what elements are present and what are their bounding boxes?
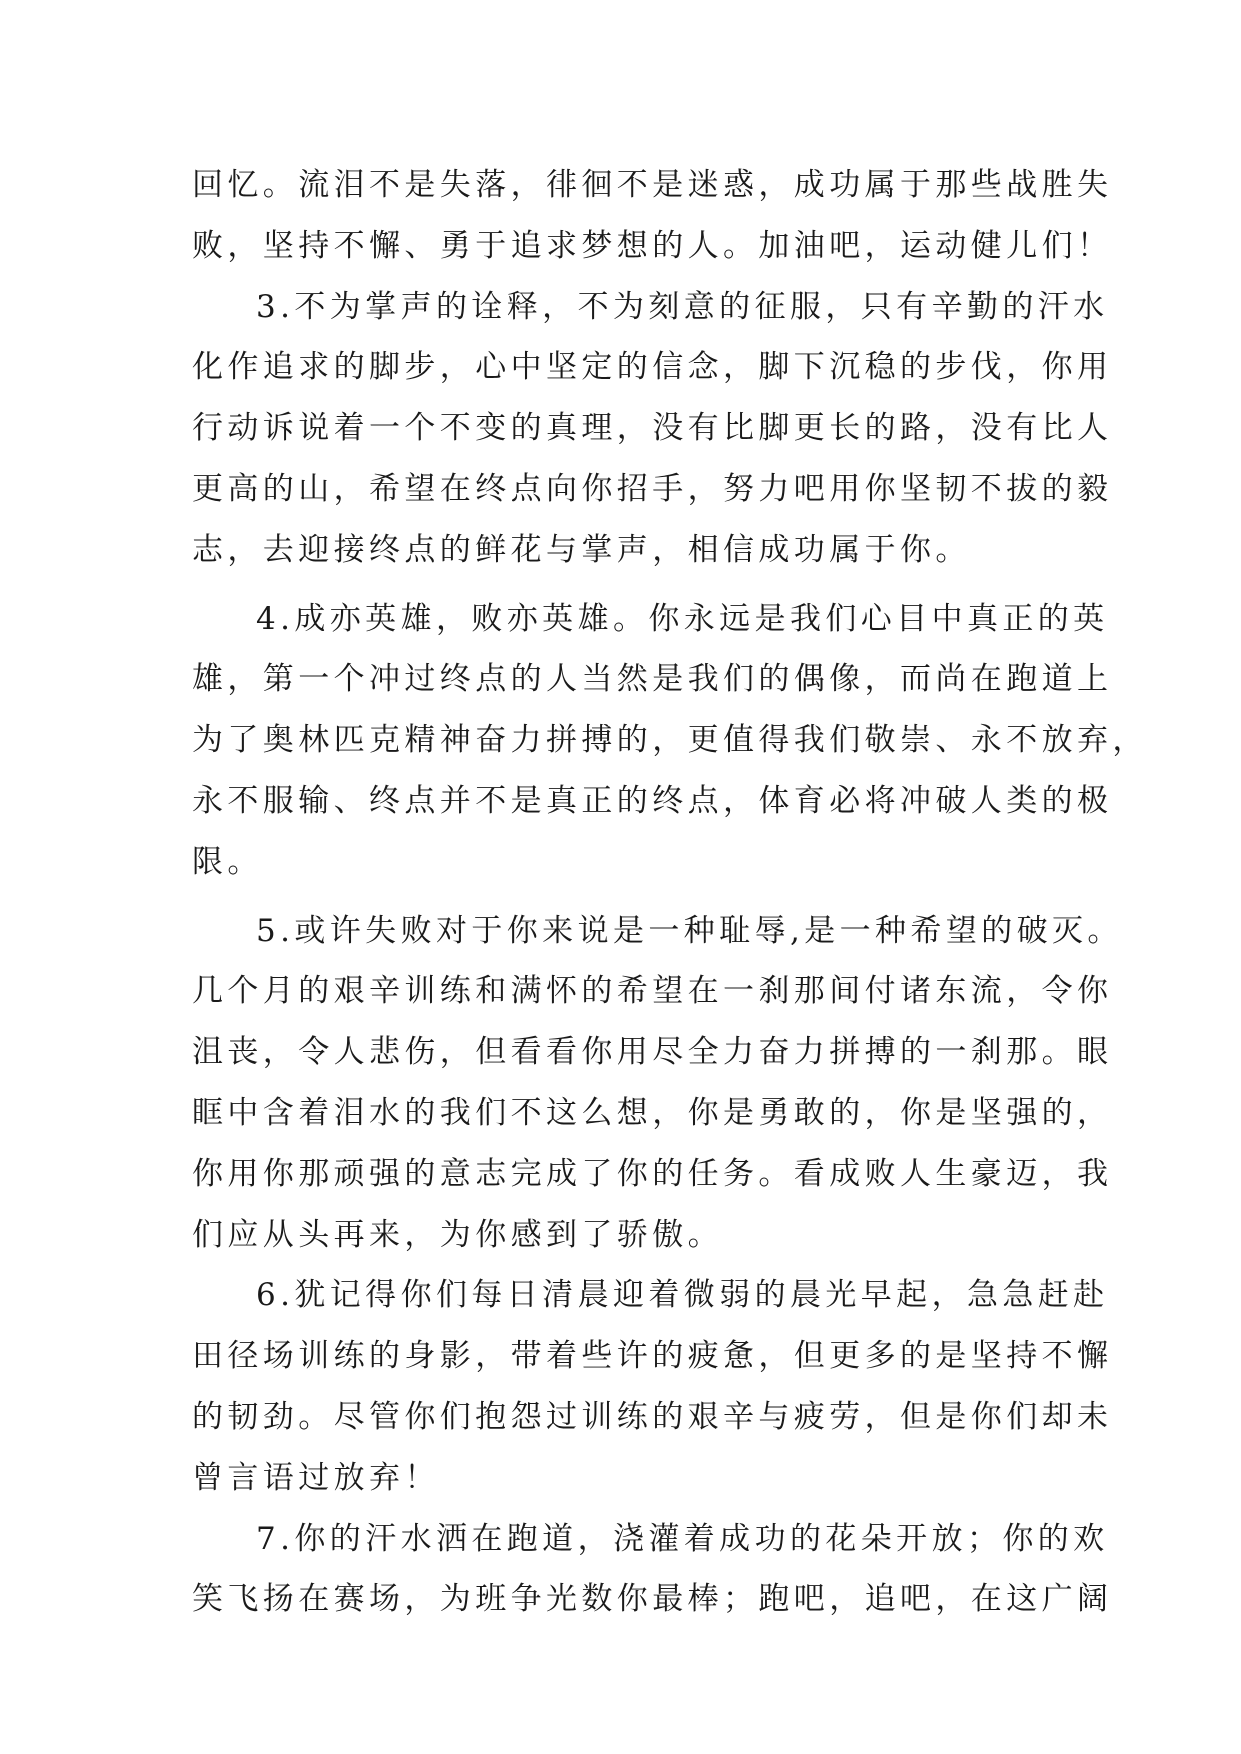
text-line: 行动诉说着一个不变的真理，没有比脚更长的路，没有比人: [192, 410, 1113, 447]
document-body: [192, 155, 1148, 1630]
text-line: 化作追求的脚步，心中坚定的信念，脚下沉稳的步伐，你用: [192, 349, 1113, 386]
text-line: 的韧劲。尽管你们抱怨过训练的艰辛与疲劳，但是你们却未: [192, 1398, 1113, 1435]
paragraph-6-start: 6.犹记得你们每日清晨迎着微弱的晨光早起，急急赶赴: [256, 1277, 1109, 1314]
paragraph-5-start: 5.或许失败对于你来说是一种耻辱,是一种希望的破灭。: [256, 912, 1123, 949]
text-line: 沮丧，令人悲伤，但看看你用尽全力奋力拼搏的一刹那。眼: [192, 1034, 1113, 1071]
text-line: 志，去迎接终点的鲜花与掌声，相信成功属于你。: [192, 531, 971, 568]
text-line: 曾言语过放弃！: [192, 1459, 440, 1496]
paragraph-7-start: 7.你的汗水洒在跑道，浇灌着成功的花朵开放；你的欢: [256, 1520, 1109, 1557]
text-line: 雄，第一个冲过终点的人当然是我们的偶像，而尚在跑道上: [192, 661, 1113, 698]
text-line: 败，坚持不懈、勇于追求梦想的人。加油吧，运动健儿们！: [192, 227, 1113, 264]
text-line: 为了奥林匹克精神奋力拼搏的，更值得我们敬崇、永不放弃，: [192, 722, 1148, 759]
text-line: 笑飞扬在赛场，为班争光数你最棒；跑吧，追吧，在这广阔: [192, 1581, 1113, 1618]
text-line: 你用你那顽强的意志完成了你的任务。看成败人生豪迈，我: [192, 1155, 1113, 1192]
text-line: 更高的山，希望在终点向你招手，努力吧用你坚韧不拔的毅: [192, 470, 1113, 507]
text-line: 几个月的艰辛训练和满怀的希望在一刹那间付诸东流，令你: [192, 973, 1113, 1010]
paragraph-4-start: 4.成亦英雄，败亦英雄。你永远是我们心目中真正的英: [256, 600, 1109, 637]
text-line: 限。: [192, 843, 263, 880]
text-line: 回忆。流泪不是失落，徘徊不是迷惑，成功属于那些战胜失: [192, 167, 1113, 203]
text-line: 永不服输、终点并不是真正的终点，体育必将冲破人类的极: [192, 782, 1113, 819]
text-line: 田径场训练的身影，带着些许的疲惫，但更多的是坚持不懈: [192, 1338, 1113, 1375]
text-line: 们应从头再来，为你感到了骄傲。: [192, 1216, 723, 1253]
text-line: 眶中含着泪水的我们不这么想，你是勇敢的，你是坚强的，: [192, 1094, 1113, 1131]
paragraph-3-start: 3.不为掌声的诠释，不为刻意的征服，只有辛勤的汗水: [256, 288, 1109, 325]
